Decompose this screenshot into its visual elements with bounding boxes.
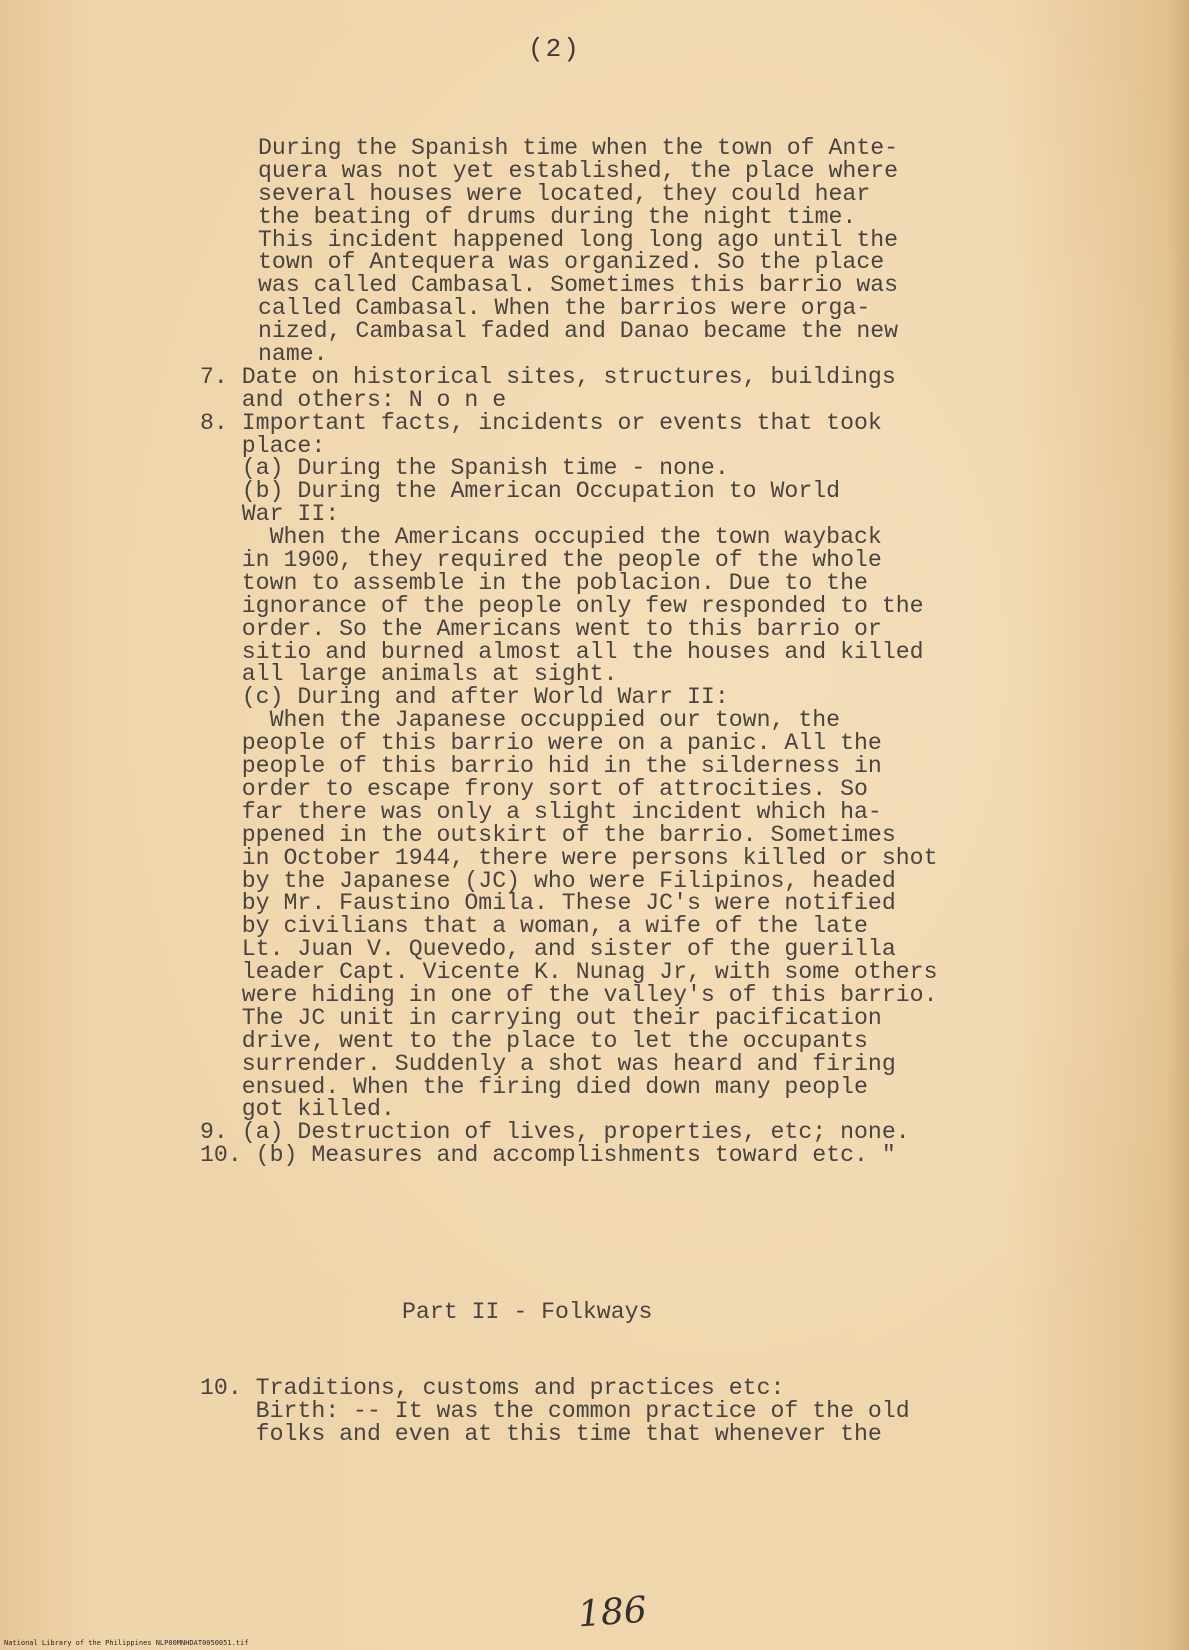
text-line: 10. Traditions, customs and practices etc:	[200, 1375, 785, 1401]
text-line: order. So the Americans went to this barrio or	[200, 615, 882, 642]
text-line: got killed.	[200, 1096, 395, 1123]
text-line: and others: N o n e	[200, 386, 507, 413]
text-line: 7. Date on historical sites, structures, buildings	[200, 363, 896, 390]
archive-caption: National Library of the Philippines NLP00MNHDAT0050051.tif	[4, 1639, 249, 1647]
text-line: The JC unit in carrying out their pacification	[200, 1004, 882, 1031]
text-line: (c) During and after World Warr II:	[200, 684, 729, 711]
text-line: 10. (b) Measures and accomplishments toward etc. "	[200, 1142, 896, 1169]
text-line: was called Cambasal. Sometimes this barrio was	[258, 272, 899, 299]
text-line: folks and even at this time that whenever the	[200, 1420, 882, 1447]
text-line: Lt. Juan V. Quevedo, and sister of the guerilla	[200, 936, 896, 963]
text-line: were hiding in one of the valley's of this barrio.	[200, 981, 938, 1008]
text-line: (a) During the Spanish time - none.	[200, 455, 729, 482]
text-line: This incident happened long long ago until the	[258, 226, 899, 253]
text-line: place:	[200, 432, 326, 459]
text-line: far there was only a slight incident which ha-	[200, 798, 882, 825]
text-line: drive, went to the place to let the occupants	[200, 1027, 868, 1054]
text-line: several houses were located, they could hear	[258, 180, 871, 207]
text-line: the beating of drums during the night time.	[258, 203, 857, 230]
text-line: ignorance of the people only few responded to the	[200, 592, 924, 619]
text-line: name.	[258, 341, 328, 368]
text-line: quera was not yet established, the place where	[258, 157, 899, 184]
text-line: sitio and burned almost all the houses and killed	[200, 638, 924, 665]
text-line: 9. (a) Destruction of lives, properties, etc; none.	[200, 1119, 910, 1146]
text-line: leader Capt. Vicente K. Nunag Jr, with some others	[200, 959, 938, 986]
text-line: by Mr. Faustino Omila. These JC's were notified	[200, 890, 896, 917]
text-line: in 1900, they required the people of the whole	[200, 547, 882, 574]
text-line: town to assemble in the poblacion. Due to the	[200, 569, 868, 596]
text-line: 8. Important facts, incidents or events that took	[200, 409, 882, 436]
text-line: surrender. Suddenly a shot was heard and firing	[200, 1050, 896, 1077]
text-line: people of this barrio were on a panic. All the	[200, 730, 882, 757]
handwritten-page-number: 186	[576, 1589, 649, 1636]
text-line: town of Antequera was organized. So the place	[258, 249, 885, 276]
text-line: in October 1944, there were persons killed or shot	[200, 844, 938, 871]
text-line: ensued. When the firing died down many people	[200, 1073, 868, 1100]
body-text	[200, 137, 1100, 1167]
text-line: by the Japanese (JC) who were Filipinos, headed	[200, 867, 896, 894]
text-line: War II:	[200, 501, 340, 528]
section-heading: Part II - Folkways	[402, 1299, 653, 1325]
page-number: (2)	[528, 34, 581, 64]
text-line: (b) During the American Occupation to World	[200, 478, 841, 505]
text-line: people of this barrio hid in the silderness in	[200, 753, 882, 780]
text-line: by civilians that a woman, a wife of the late	[200, 913, 868, 940]
text-line: called Cambasal. When the barrios were orga-	[258, 295, 871, 322]
folkways-text	[200, 1377, 910, 1446]
text-line: order to escape frony sort of attrocities. So	[200, 775, 868, 802]
text-line: When the Americans occupied the town wayback	[200, 524, 882, 551]
text-line: During the Spanish time when the town of Ante-	[258, 135, 899, 161]
text-line: Birth: -- It was the common practice of the old	[200, 1397, 910, 1424]
text-line: When the Japanese occuppied our town, the	[200, 707, 841, 734]
page-edge-shadow	[1167, 0, 1189, 1650]
text-line: nized, Cambasal faded and Danao became the new	[258, 318, 899, 345]
text-line: all large animals at sight.	[200, 661, 618, 688]
text-line: ppened in the outskirt of the barrio. Sometimes	[200, 821, 896, 848]
